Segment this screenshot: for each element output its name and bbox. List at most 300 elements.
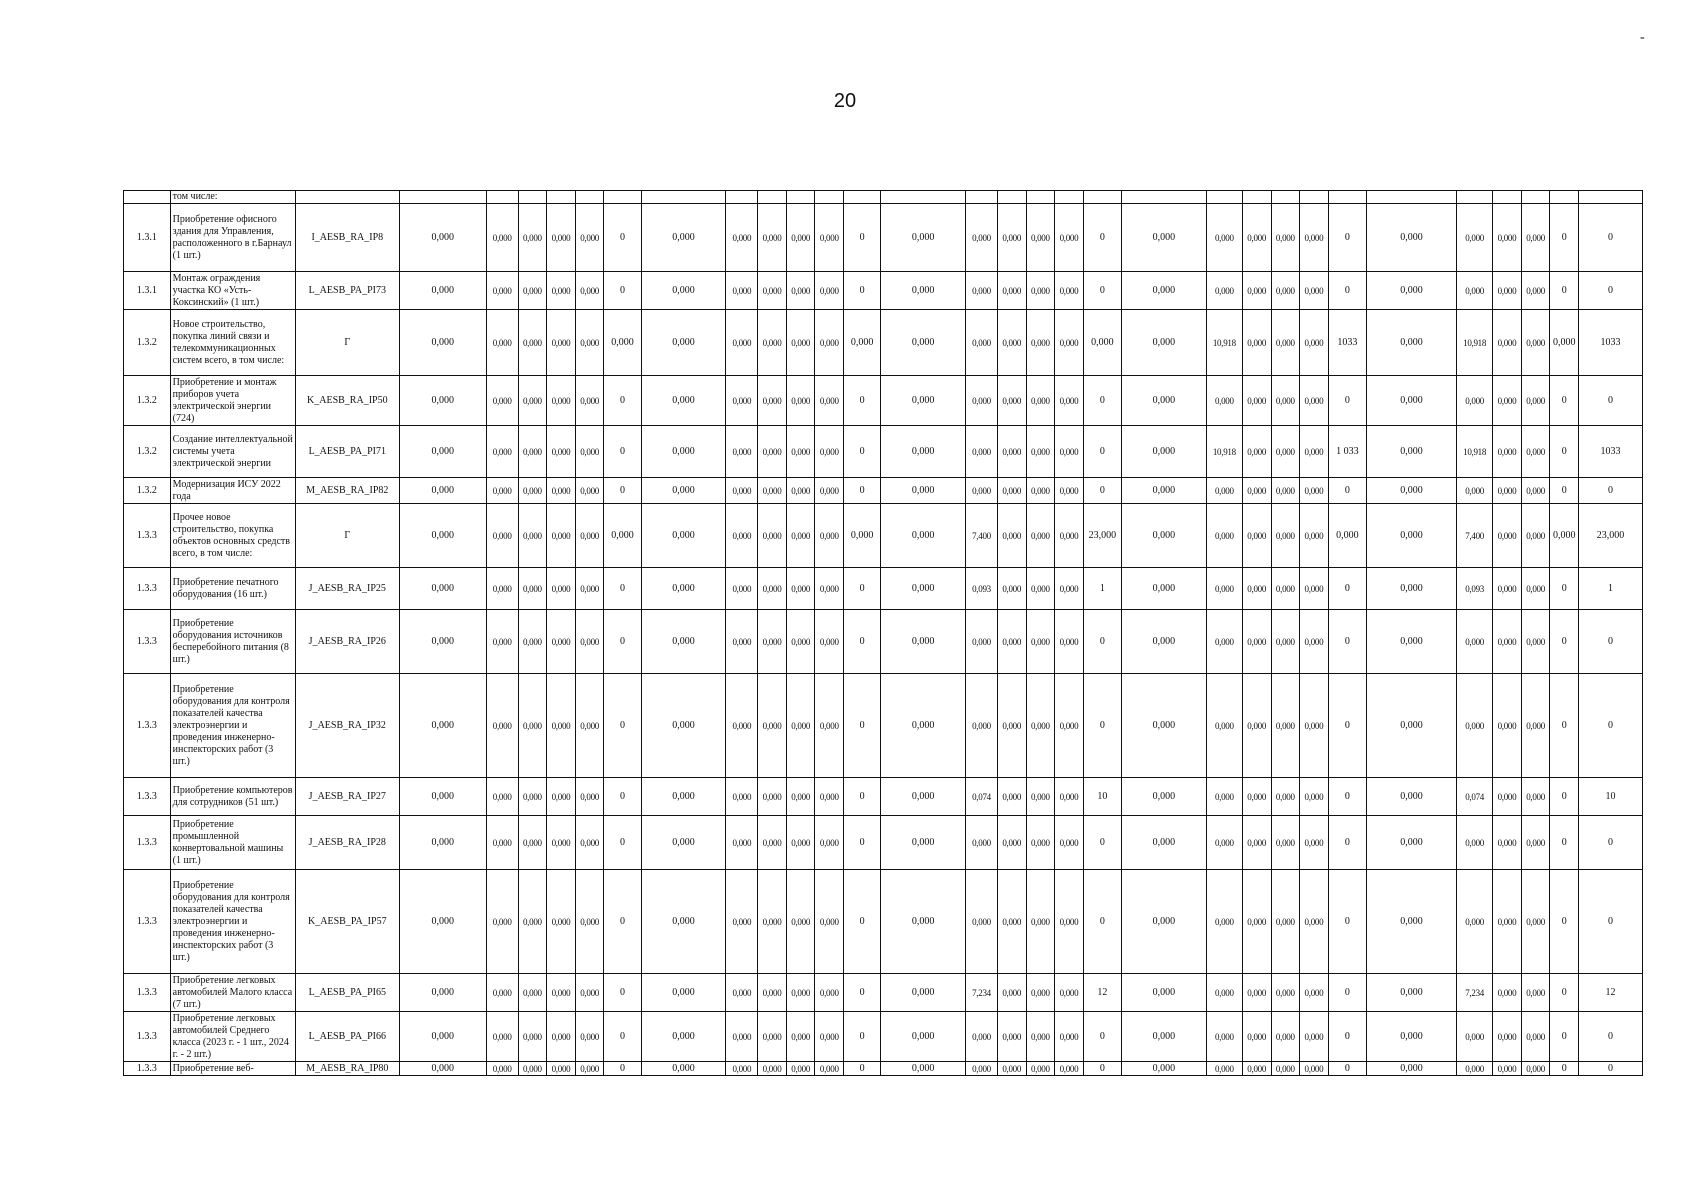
value-cell: 0,000 xyxy=(1271,426,1300,478)
value-cell: 0,000 xyxy=(1493,610,1522,674)
value-cell: 0,000 xyxy=(547,310,576,376)
value-cell: 0,000 xyxy=(604,504,641,568)
value-cell: 0,000 xyxy=(575,310,604,376)
value-cell: 0,000 xyxy=(786,778,815,816)
value-cell: 0,000 xyxy=(575,1012,604,1062)
value-cell: 0,000 xyxy=(1521,426,1550,478)
value-cell: 0,000 xyxy=(1521,504,1550,568)
value-cell: 0,000 xyxy=(815,778,844,816)
value-cell: 0,000 xyxy=(399,204,486,272)
row-identifier: M_AESB_RA_IP82 xyxy=(295,478,399,504)
row-name: Приобретение печатного оборудования (16 шт.) xyxy=(170,568,295,610)
row-identifier: K_AESB_PA_IP57 xyxy=(295,870,399,974)
value-cell: 0,000 xyxy=(815,504,844,568)
value-cell: 0 xyxy=(1550,204,1579,272)
value-cell: 0,000 xyxy=(1242,310,1271,376)
value-cell: 0,000 xyxy=(1457,674,1493,778)
value-cell: 0,000 xyxy=(1026,478,1055,504)
value-cell: 0,000 xyxy=(758,568,787,610)
row-name: Приобретение оборудования источников бесперебойного питания (8 шт.) xyxy=(170,610,295,674)
row-number: 1.3.2 xyxy=(124,310,171,376)
value-cell: 0,000 xyxy=(486,816,518,870)
value-cell: 0,000 xyxy=(726,870,758,974)
value-cell: 0,000 xyxy=(1242,478,1271,504)
row-number: 1.3.2 xyxy=(124,376,171,426)
value-cell: 0 xyxy=(844,610,881,674)
value-cell: 0,000 xyxy=(758,816,787,870)
value-cell: 0,000 xyxy=(1550,504,1579,568)
value-cell: 0 xyxy=(844,426,881,478)
value-cell: 0 xyxy=(604,816,641,870)
value-cell: 0,000 xyxy=(486,674,518,778)
value-cell: 0,000 xyxy=(786,1062,815,1076)
value-cell: 0,000 xyxy=(575,974,604,1012)
value-cell: 0 xyxy=(604,1062,641,1076)
value-cell: 0 xyxy=(1550,610,1579,674)
row-name: Приобретение легковых автомобилей Среднего класса (2023 г. - 1 шт., 2024 г. - 2 шт.) xyxy=(170,1012,295,1062)
value-cell: 0 xyxy=(604,870,641,974)
value-cell: 10,918 xyxy=(1206,310,1242,376)
value-cell: 1033 xyxy=(1579,310,1643,376)
value-cell: 0 xyxy=(844,376,881,426)
value-cell: 0,000 xyxy=(1206,1062,1242,1076)
value-cell: 0,000 xyxy=(1271,816,1300,870)
value-cell: 0,000 xyxy=(997,310,1026,376)
value-cell: 0,000 xyxy=(815,478,844,504)
value-cell: 0,000 xyxy=(1493,204,1522,272)
value-cell: 0,000 xyxy=(786,426,815,478)
value-cell: 0,000 xyxy=(1521,1012,1550,1062)
value-cell: 0 xyxy=(844,674,881,778)
value-cell: 0,000 xyxy=(518,778,547,816)
value-cell: 0,000 xyxy=(641,870,726,974)
value-cell: 0,000 xyxy=(1026,568,1055,610)
value-cell: 0 xyxy=(1550,478,1579,504)
value-cell: 0,000 xyxy=(1300,376,1329,426)
value-cell: 0,000 xyxy=(1366,974,1456,1012)
row-number: 1.3.3 xyxy=(124,1062,171,1076)
value-cell: 0,000 xyxy=(815,272,844,310)
table-row xyxy=(124,504,1643,568)
value-cell: 0,000 xyxy=(997,272,1026,310)
value-cell: 0,000 xyxy=(1366,778,1456,816)
value-cell: 0,000 xyxy=(1206,376,1242,426)
value-cell: 0,000 xyxy=(1457,816,1493,870)
value-cell: 0,000 xyxy=(997,674,1026,778)
value-cell: 0,000 xyxy=(518,974,547,1012)
value-cell: 0 xyxy=(844,870,881,974)
value-cell: 0,000 xyxy=(1457,1012,1493,1062)
corner-mark: - xyxy=(1640,30,1645,45)
value-cell: 0 xyxy=(604,376,641,426)
value-cell: 0,000 xyxy=(881,376,966,426)
value-cell: 0,000 xyxy=(844,504,881,568)
value-cell: 0,000 xyxy=(758,870,787,974)
table-row xyxy=(124,816,1643,870)
value-cell: 0 xyxy=(1083,204,1121,272)
value-cell: 0,000 xyxy=(1055,870,1084,974)
row-identifier: I_AESB_RA_IP8 xyxy=(295,204,399,272)
value-cell: 0,000 xyxy=(758,974,787,1012)
value-cell: 7,234 xyxy=(1457,974,1493,1012)
value-cell: 0,000 xyxy=(1055,674,1084,778)
value-cell: 0,000 xyxy=(1457,204,1493,272)
value-cell: 0,000 xyxy=(966,478,998,504)
value-cell: 0,000 xyxy=(786,974,815,1012)
value-cell: 0,000 xyxy=(1055,974,1084,1012)
row-identifier: J_AESB_RA_IP27 xyxy=(295,778,399,816)
value-cell: 0,000 xyxy=(399,504,486,568)
row-identifier: L_AESB_PA_PI66 xyxy=(295,1012,399,1062)
value-cell: 0,000 xyxy=(1493,778,1522,816)
value-cell: 0,000 xyxy=(575,426,604,478)
value-cell: 0,000 xyxy=(758,478,787,504)
value-cell: 0,000 xyxy=(486,204,518,272)
table-row xyxy=(124,310,1643,376)
value-cell: 0,000 xyxy=(966,376,998,426)
row-name: Приобретение легковых автомобилей Малого класса (7 шт.) xyxy=(170,974,295,1012)
value-cell: 0,000 xyxy=(1242,272,1271,310)
value-cell: 0,000 xyxy=(1300,974,1329,1012)
value-cell: 0,000 xyxy=(966,674,998,778)
value-cell: 0,000 xyxy=(518,870,547,974)
value-cell: 0,000 xyxy=(881,310,966,376)
row-name: Новое строительство, покупка линий связи и телекоммуникационных систем всего, в том числе: xyxy=(170,310,295,376)
row-identifier: Г xyxy=(295,504,399,568)
value-cell: 0,000 xyxy=(1366,504,1456,568)
row-number: 1.3.3 xyxy=(124,610,171,674)
value-cell: 0,000 xyxy=(399,272,486,310)
value-cell: 0,000 xyxy=(1271,204,1300,272)
value-cell: 0,000 xyxy=(1366,870,1456,974)
value-cell: 0,000 xyxy=(815,1012,844,1062)
value-cell: 1 xyxy=(1083,568,1121,610)
value-cell: 0,000 xyxy=(399,376,486,426)
value-cell: 12 xyxy=(1083,974,1121,1012)
value-cell: 0,000 xyxy=(547,376,576,426)
value-cell: 0,000 xyxy=(1121,568,1206,610)
value-cell: 0,000 xyxy=(486,1062,518,1076)
value-cell: 0,000 xyxy=(399,870,486,974)
value-cell: 0,000 xyxy=(726,816,758,870)
value-cell: 0 xyxy=(1579,204,1643,272)
value-cell: 0 xyxy=(1328,610,1366,674)
value-cell: 0,000 xyxy=(1242,816,1271,870)
value-cell: 0,000 xyxy=(547,272,576,310)
value-cell: 0,000 xyxy=(518,816,547,870)
value-cell: 0 xyxy=(604,610,641,674)
value-cell: 0,000 xyxy=(726,610,758,674)
value-cell: 0,000 xyxy=(1271,1012,1300,1062)
value-cell: 0,000 xyxy=(1493,816,1522,870)
value-cell: 0 xyxy=(844,816,881,870)
value-cell: 0 xyxy=(1579,1062,1643,1076)
value-cell: 0,000 xyxy=(1457,376,1493,426)
value-cell: 0,000 xyxy=(547,478,576,504)
row-identifier: L_AESB_PA_PI73 xyxy=(295,272,399,310)
row-name: Приобретение компьютеров для сотрудников (51 шт.) xyxy=(170,778,295,816)
value-cell: 0,000 xyxy=(1206,272,1242,310)
row-name: Создание интеллектуальной системы учета электрической энергии xyxy=(170,426,295,478)
value-cell: 0,000 xyxy=(1271,272,1300,310)
value-cell: 0 xyxy=(1328,272,1366,310)
value-cell: 0,000 xyxy=(997,974,1026,1012)
value-cell: 0,000 xyxy=(399,610,486,674)
value-cell: 0,000 xyxy=(1083,310,1121,376)
table-row xyxy=(124,1012,1643,1062)
table-row xyxy=(124,272,1643,310)
value-cell: 0 xyxy=(1083,1012,1121,1062)
value-cell: 0,000 xyxy=(997,504,1026,568)
value-cell: 0,000 xyxy=(786,870,815,974)
value-cell: 0,000 xyxy=(815,674,844,778)
table-row xyxy=(124,1062,1643,1076)
value-cell: 0,000 xyxy=(1521,974,1550,1012)
value-cell: 0,000 xyxy=(641,310,726,376)
value-cell: 0,000 xyxy=(1521,376,1550,426)
value-cell: 0,000 xyxy=(881,204,966,272)
value-cell: 0,000 xyxy=(1026,1062,1055,1076)
value-cell: 1033 xyxy=(1579,426,1643,478)
value-cell: 0,000 xyxy=(486,610,518,674)
value-cell: 0,000 xyxy=(815,376,844,426)
value-cell: 0 xyxy=(1550,974,1579,1012)
value-cell: 0,000 xyxy=(1121,778,1206,816)
value-cell: 0,000 xyxy=(641,974,726,1012)
value-cell: 23,000 xyxy=(1083,504,1121,568)
row-identifier: L_AESB_PA_PI65 xyxy=(295,974,399,1012)
value-cell: 0,000 xyxy=(399,568,486,610)
row-number: 1.3.1 xyxy=(124,272,171,310)
value-cell: 0,000 xyxy=(1121,870,1206,974)
value-cell: 0,000 xyxy=(1055,272,1084,310)
value-cell: 0,000 xyxy=(1055,204,1084,272)
table-row xyxy=(124,870,1643,974)
value-cell: 0,000 xyxy=(1206,204,1242,272)
row-name: Монтаж ограждения участка КО «Усть-Коксинский» (1 шт.) xyxy=(170,272,295,310)
row-identifier: M_AESB_RA_IP80 xyxy=(295,1062,399,1076)
value-cell: 10,918 xyxy=(1206,426,1242,478)
value-cell: 0,000 xyxy=(726,1012,758,1062)
value-cell: 0,000 xyxy=(1121,610,1206,674)
value-cell: 0 xyxy=(1550,778,1579,816)
value-cell: 0,074 xyxy=(1457,778,1493,816)
value-cell: 0,000 xyxy=(786,1012,815,1062)
value-cell: 0 xyxy=(1550,816,1579,870)
value-cell: 0,000 xyxy=(881,568,966,610)
value-cell: 0,000 xyxy=(1026,376,1055,426)
value-cell: 0,000 xyxy=(726,376,758,426)
value-cell: 0,000 xyxy=(1206,1012,1242,1062)
value-cell: 0,000 xyxy=(881,870,966,974)
value-cell: 0,000 xyxy=(966,204,998,272)
row-identifier: J_AESB_RA_IP28 xyxy=(295,816,399,870)
value-cell: 1 xyxy=(1579,568,1643,610)
value-cell: 0,000 xyxy=(518,610,547,674)
value-cell: 0,000 xyxy=(1026,1012,1055,1062)
value-cell: 0 xyxy=(1550,674,1579,778)
value-cell: 0,000 xyxy=(518,478,547,504)
value-cell: 0,000 xyxy=(1457,610,1493,674)
value-cell: 0,000 xyxy=(1300,1012,1329,1062)
value-cell: 0,000 xyxy=(758,504,787,568)
value-cell: 0,000 xyxy=(1242,778,1271,816)
value-cell: 12 xyxy=(1579,974,1643,1012)
value-cell: 0,000 xyxy=(815,870,844,974)
value-cell: 0,000 xyxy=(786,204,815,272)
value-cell: 0,000 xyxy=(1206,478,1242,504)
value-cell: 0,000 xyxy=(399,1012,486,1062)
value-cell: 0,000 xyxy=(1271,568,1300,610)
value-cell: 0,000 xyxy=(1242,1062,1271,1076)
value-cell: 0,000 xyxy=(641,478,726,504)
value-cell: 0,000 xyxy=(1493,426,1522,478)
value-cell: 0 xyxy=(844,272,881,310)
row-name: Прочее новое строительство, покупка объектов основных средств всего, в том числе: xyxy=(170,504,295,568)
row-name: Приобретение офисного здания для Управления, расположенного в г.Барнаул (1 шт.) xyxy=(170,204,295,272)
value-cell: 0,000 xyxy=(881,778,966,816)
row-number: 1.3.3 xyxy=(124,674,171,778)
value-cell: 0,000 xyxy=(1242,426,1271,478)
row-number: 1.3.3 xyxy=(124,568,171,610)
value-cell: 0,000 xyxy=(1300,272,1329,310)
value-cell: 0,000 xyxy=(1271,674,1300,778)
row-identifier: J_AESB_RA_IP32 xyxy=(295,674,399,778)
value-cell: 0,000 xyxy=(1493,504,1522,568)
value-cell: 0,000 xyxy=(1457,272,1493,310)
value-cell: 0,000 xyxy=(518,376,547,426)
value-cell: 0,000 xyxy=(881,674,966,778)
value-cell: 0,000 xyxy=(1300,816,1329,870)
value-cell: 0 xyxy=(1328,568,1366,610)
value-cell: 0,000 xyxy=(726,204,758,272)
value-cell: 0,000 xyxy=(815,568,844,610)
value-cell: 0,000 xyxy=(1521,778,1550,816)
value-cell: 0,000 xyxy=(399,816,486,870)
value-cell: 0,000 xyxy=(966,426,998,478)
value-cell: 0,000 xyxy=(1026,310,1055,376)
value-cell: 0 xyxy=(1328,478,1366,504)
value-cell: 0,000 xyxy=(1242,568,1271,610)
value-cell: 0,000 xyxy=(1300,426,1329,478)
value-cell: 0 xyxy=(1083,376,1121,426)
value-cell: 0 xyxy=(1328,974,1366,1012)
value-cell: 0 xyxy=(1550,568,1579,610)
value-cell: 0,000 xyxy=(1026,504,1055,568)
value-cell: 0,000 xyxy=(1521,568,1550,610)
value-cell: 0,000 xyxy=(997,478,1026,504)
value-cell: 0,000 xyxy=(486,1012,518,1062)
value-cell: 0,000 xyxy=(1521,1062,1550,1076)
value-cell: 0,074 xyxy=(966,778,998,816)
value-cell: 0 xyxy=(1579,816,1643,870)
row-name: Модернизация ИСУ 2022 года xyxy=(170,478,295,504)
value-cell: 0,000 xyxy=(815,310,844,376)
value-cell: 0,093 xyxy=(1457,568,1493,610)
value-cell: 0,000 xyxy=(1366,478,1456,504)
table-row xyxy=(124,674,1643,778)
value-cell: 0,000 xyxy=(399,974,486,1012)
value-cell: 0 xyxy=(1328,376,1366,426)
value-cell: 0,000 xyxy=(1300,478,1329,504)
value-cell: 0,000 xyxy=(758,1012,787,1062)
value-cell: 0,000 xyxy=(966,870,998,974)
row-name: том числе: xyxy=(170,191,295,204)
value-cell: 0,000 xyxy=(997,376,1026,426)
row-name: Приобретение оборудования для контроля показателей качества электроэнергии и проведения инженерно-инспекторских работ (3 шт.) xyxy=(170,870,295,974)
value-cell: 0,000 xyxy=(1055,504,1084,568)
value-cell: 0,000 xyxy=(1242,974,1271,1012)
value-cell: 0,000 xyxy=(1271,478,1300,504)
value-cell: 0,000 xyxy=(1121,376,1206,426)
value-cell: 0,000 xyxy=(575,870,604,974)
value-cell: 0,000 xyxy=(1493,272,1522,310)
value-cell: 0,000 xyxy=(1493,974,1522,1012)
value-cell: 0,000 xyxy=(786,376,815,426)
value-cell: 0,000 xyxy=(486,870,518,974)
value-cell: 0,000 xyxy=(1271,310,1300,376)
value-cell: 0,000 xyxy=(881,478,966,504)
value-cell: 0,000 xyxy=(1121,1062,1206,1076)
value-cell: 0,000 xyxy=(1521,272,1550,310)
value-cell: 0 xyxy=(1328,1012,1366,1062)
value-cell: 0,000 xyxy=(881,974,966,1012)
value-cell: 0,000 xyxy=(1026,816,1055,870)
value-cell: 0,000 xyxy=(1121,974,1206,1012)
value-cell: 0 xyxy=(1579,610,1643,674)
value-cell: 0 xyxy=(1328,870,1366,974)
table-row xyxy=(124,974,1643,1012)
value-cell: 0,000 xyxy=(1121,478,1206,504)
row-number: 1.3.3 xyxy=(124,816,171,870)
value-cell: 0,000 xyxy=(1493,376,1522,426)
value-cell: 0 xyxy=(1550,1062,1579,1076)
value-cell: 0,000 xyxy=(1055,310,1084,376)
value-cell: 0,000 xyxy=(1300,204,1329,272)
value-cell: 0 xyxy=(844,778,881,816)
value-cell: 0,000 xyxy=(997,1062,1026,1076)
value-cell: 0,000 xyxy=(815,204,844,272)
value-cell: 0,000 xyxy=(1366,816,1456,870)
value-cell: 0,000 xyxy=(1206,568,1242,610)
value-cell: 0,000 xyxy=(641,1062,726,1076)
value-cell: 0,000 xyxy=(575,816,604,870)
value-cell: 0 xyxy=(1083,1062,1121,1076)
value-cell: 7,400 xyxy=(1457,504,1493,568)
value-cell: 0,000 xyxy=(1493,1062,1522,1076)
value-cell: 0,000 xyxy=(1206,816,1242,870)
value-cell: 0,000 xyxy=(997,816,1026,870)
value-cell: 0 xyxy=(1083,870,1121,974)
value-cell: 7,400 xyxy=(966,504,998,568)
value-cell: 0 xyxy=(844,1012,881,1062)
value-cell: 0,000 xyxy=(758,310,787,376)
value-cell: 0,000 xyxy=(758,1062,787,1076)
value-cell: 0,000 xyxy=(997,204,1026,272)
value-cell: 0,000 xyxy=(1366,426,1456,478)
value-cell: 0,000 xyxy=(726,778,758,816)
value-cell: 0 xyxy=(1550,426,1579,478)
value-cell: 0 xyxy=(604,974,641,1012)
value-cell: 0,000 xyxy=(881,816,966,870)
value-cell: 0,000 xyxy=(815,610,844,674)
value-cell: 0,000 xyxy=(641,1012,726,1062)
value-cell: 7,234 xyxy=(966,974,998,1012)
value-cell: 0,000 xyxy=(881,1012,966,1062)
value-cell: 0 xyxy=(604,674,641,778)
value-cell: 0,000 xyxy=(1521,204,1550,272)
value-cell: 0 xyxy=(1579,674,1643,778)
